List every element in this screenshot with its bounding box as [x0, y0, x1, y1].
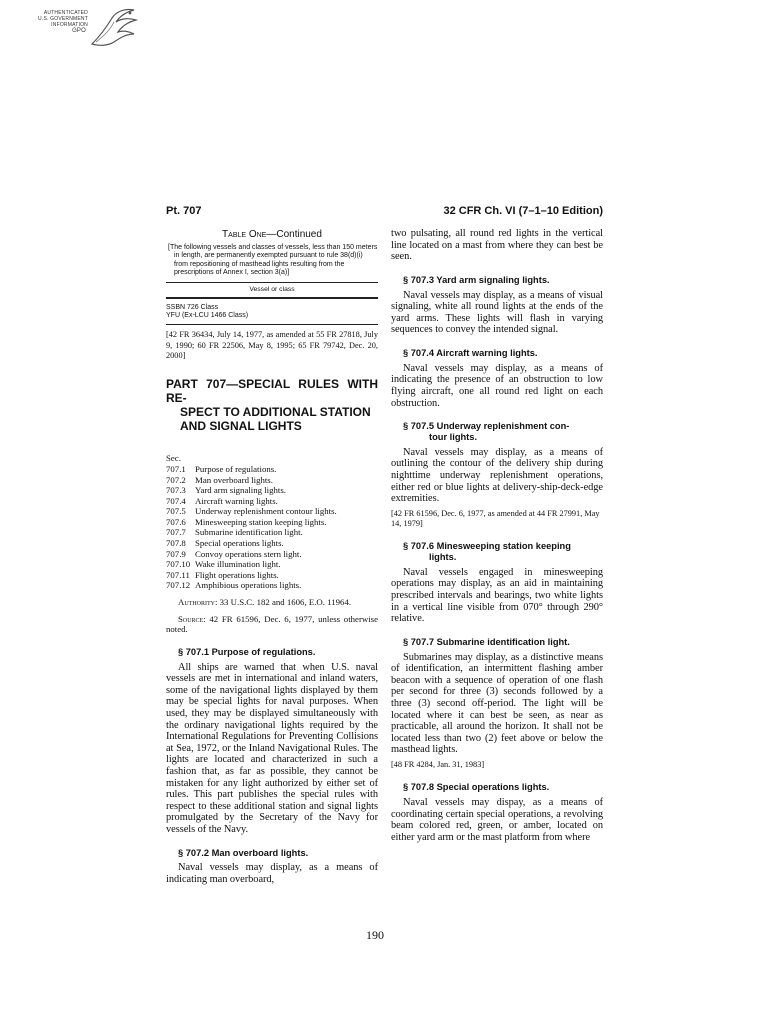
right-column	[391, 225, 603, 843]
authority-note	[166, 597, 378, 608]
section-heading: § 707.8 Special operations lights.	[403, 782, 550, 793]
section-body: Naval vessels may display, as a means of outlining the contour of the delivery ship during nighttime underway replenishment operations, either red or blue lights at delivery-ship-deck-edge extremities.	[391, 446, 603, 505]
part-title	[166, 377, 378, 433]
left-column	[166, 225, 378, 886]
toc-number: 707.8	[166, 538, 186, 549]
authority-text: : 33 U.S.C. 182 and 1606, E.O. 11964.	[215, 597, 352, 608]
toc-item	[166, 580, 378, 591]
toc-label: Special operations lights.	[195, 538, 284, 549]
section-heading-line: § 707.6 Minesweeping station keeping	[403, 541, 571, 552]
part-title-line: PART 707—SPECIAL RULES WITH RE-	[166, 377, 378, 406]
section-heading	[391, 541, 603, 563]
table-row: SSBN 726 Class	[166, 303, 219, 311]
toc-label: Flight operations lights.	[195, 569, 279, 580]
section-body: Naval vessels engaged in minesweeping operations may display, as an aid in maintaining prescribed intervals and bearings, two white lights in a vertical line visible from 070° through 290° relative.	[391, 566, 603, 625]
toc-item	[166, 475, 378, 486]
section-body: Naval vessels may display, as a means of indicating the presence of an obstruction to low flying aircraft, one all round red light on each obstruction.	[391, 362, 603, 409]
toc-label: Minesweeping station keeping lights.	[195, 516, 327, 527]
toc-number: 707.4	[166, 495, 186, 506]
table-title-suffix: —Continued	[266, 229, 322, 240]
toc-number: 707.6	[166, 516, 186, 527]
toc-item	[166, 506, 378, 517]
toc-label: Submarine identification light.	[195, 527, 303, 538]
toc-number: 707.3	[166, 485, 186, 496]
table-body	[166, 299, 378, 326]
source-note	[166, 614, 378, 635]
toc-item	[166, 517, 378, 528]
logo-line: U.S. GOVERNMENT	[38, 16, 88, 22]
toc-number: 707.7	[166, 527, 186, 538]
part-title-line: SPECT TO ADDITIONAL STATION	[180, 405, 371, 420]
table-column-header: Vessel or class	[166, 282, 378, 299]
toc-item	[166, 527, 378, 538]
section-heading: § 707.7 Submarine identification light.	[403, 636, 570, 647]
section-citation: [48 FR 4284, Jan. 31, 1983]	[391, 759, 485, 769]
section-body: Naval vessels may dispay, as a means of coordinating certain special operations, a revolving beam colored red, green, or amber, located on either yard arm or the mast platform from where	[391, 797, 603, 843]
toc-number: 707.2	[166, 474, 186, 485]
eagle-icon	[86, 6, 142, 48]
table-title	[166, 229, 378, 240]
section-body: All ships are warned that when U.S. naval vessels are met in international and inland waters, some of the navigational lights displayed by them may be special lights for naval purposes. When used, they may be displayed simultaneously with the ordinary navigational lights required by the International Regulations for Preventing Collisions at Sea, 1972, or the Inland Navigational Rules. The lights are located and characterized in such a fashion that, as far as possible, they cannot be mistaken for any light authorized by either set of rules. This part publishes the special rules with respect to these additional station and signal lights promulgated by the Secretary of the Navy for vessels of the Navy.	[166, 661, 378, 835]
logo-mark: GPO	[72, 28, 86, 34]
table-title-name: Table One	[222, 229, 267, 240]
toc-item	[166, 496, 378, 507]
section-body-continued: two pulsating, all round red lights in the vertical line located on a mast from where they can best be seen.	[391, 228, 603, 263]
section-citation: [42 FR 61596, Dec. 6, 1977, as amended at 44 FR 27991, May 14, 1979]	[391, 508, 600, 528]
page-number: 190	[366, 928, 384, 942]
toc-number: 707.5	[166, 506, 186, 517]
toc-label: Underway replenishment contour lights.	[195, 506, 337, 517]
logo-line: AUTHENTICATED	[43, 10, 88, 16]
source-label: Source	[178, 613, 204, 624]
logo-line: INFORMATION	[51, 22, 88, 28]
toc-label: Amphibious operations lights.	[195, 580, 302, 591]
toc-number: 707.10	[166, 559, 191, 570]
running-header-title: 32 CFR Ch. VI (7–1–10 Edition)	[443, 205, 603, 217]
section-heading-line: § 707.5 Underway replenishment con-	[403, 421, 570, 432]
table-row: YFU (Ex-LCU 1466 Class)	[166, 312, 249, 320]
toc-item	[166, 464, 378, 475]
toc-number: 707.12	[166, 580, 191, 591]
section-heading	[391, 421, 603, 443]
toc-sec-label: Sec.	[166, 453, 181, 464]
toc-item	[166, 538, 378, 549]
toc-label: Aircraft warning lights.	[195, 495, 278, 506]
toc-item	[166, 549, 378, 560]
toc-number: 707.1	[166, 463, 186, 474]
table-of-contents	[166, 453, 378, 591]
part-title-line: AND SIGNAL LIGHTS	[180, 419, 302, 434]
toc-label: Man overboard lights.	[195, 474, 273, 485]
toc-item	[166, 485, 378, 496]
section-heading-line: lights.	[429, 552, 457, 563]
section-body: Submarines may display, as a distinctive means of identification, an intermittent flashing amber beacon with a sequence of operation of one flash per second for three (3) seconds followed by a three (3) second off-period. The light will be located where it can best be seen, as near as practicable, all around the horizon. It shall not be located less than two (2) feet above or below the masthead lights.	[391, 651, 603, 756]
toc-number: 707.11	[166, 569, 190, 580]
source-text: : 42 FR 61596, Dec. 6, 1977, unless otherwise noted.	[166, 613, 378, 635]
section-heading: § 707.4 Aircraft warning lights.	[403, 347, 538, 358]
amendment-citation: [42 FR 36434, July 14, 1977, as amended at 55 FR 27818, July 9, 1990; 60 FR 22506, May 8, 1995; 65 FR 79742, Dec. 20, 2000]	[166, 330, 378, 361]
toc-label: Purpose of regulations.	[195, 463, 277, 474]
table-note: [The following vessels and classes of vessels, less than 150 meters in length, are permanently exempted pursuant to rule 38(d)(i) from repositioning of masthead lights resulting from the prescriptions of Annex I, section 3(a)]	[168, 244, 378, 277]
section-body: Naval vessels may display, as a means of indicating man overboard,	[166, 862, 378, 885]
toc-label: Wake illumination light.	[195, 559, 281, 570]
toc-number: 707.9	[166, 548, 186, 559]
section-body: Naval vessels may display, as a means of visual signaling, white all round lights at the ends of the yard arms. These lights will flash in varying sequences to convey the intended signal.	[391, 289, 603, 336]
gpo-authentication-logo	[30, 6, 142, 48]
section-heading: § 707.3 Yard arm signaling lights.	[403, 274, 550, 285]
toc-label: Convoy operations stern light.	[195, 548, 302, 559]
toc-item	[166, 570, 378, 581]
section-heading-line: tour lights.	[429, 431, 478, 442]
section-heading: § 707.1 Purpose of regulations.	[178, 646, 316, 657]
authority-label: Authority	[178, 597, 216, 608]
toc-item	[166, 559, 378, 570]
toc-label: Yard arm signaling lights.	[195, 485, 286, 496]
running-header-part: Pt. 707	[166, 205, 202, 217]
section-heading: § 707.2 Man overboard lights.	[178, 847, 309, 858]
